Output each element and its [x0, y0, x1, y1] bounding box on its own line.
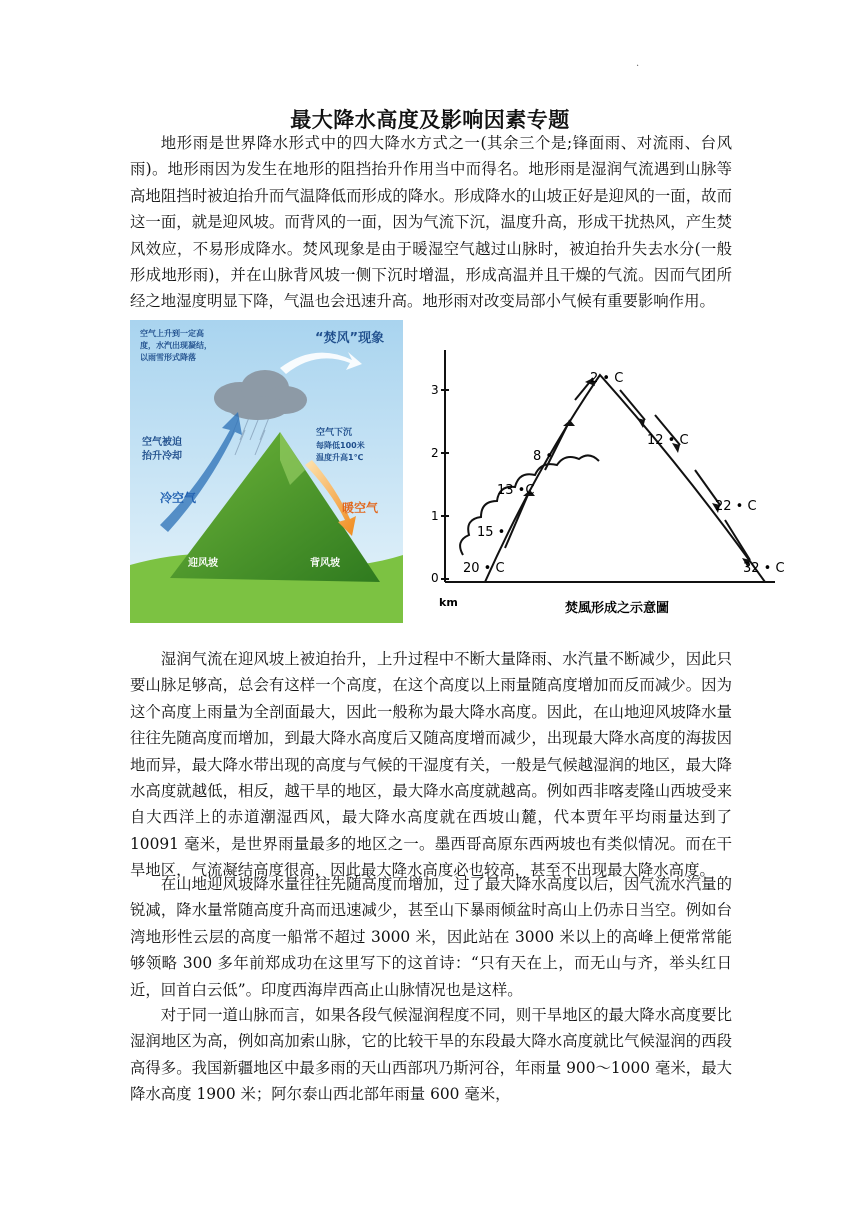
page-marker: .: [636, 58, 640, 69]
note-top-line3: 以雨雪形式降落: [140, 353, 196, 362]
note-left-line1: 空气被迫: [142, 437, 182, 448]
page-title: 最大降水高度及影响因素专题: [290, 108, 570, 132]
paragraph-same-mountain: 对于同一道山脉而言，如果各段气候湿润程度不同，则干旱地区的最大降水高度要比湿润地区为高，例如高加索山脉，它的比较干旱的东段最大降水高度就比气候湿润的西段高得多。我国新疆地区中最多雨的天山西部巩乃斯河谷，年雨量 900～1000 毫米，最大降水高度 1900 米；阿尔泰山西北部年雨量 600 毫米，: [130, 1006, 732, 1104]
note-top-line1: 空气上升到一定高: [140, 329, 204, 338]
temp-15: 15 •: [477, 525, 506, 540]
figure-left-title: “焚风”现象: [315, 331, 385, 346]
foehn-illustration: [130, 320, 403, 623]
temp-12: 12 • C: [647, 433, 689, 448]
temp-2: 2 • C: [590, 371, 624, 386]
paragraph-max-precipitation: 湿润气流在迎风坡上被迫抬升，上升过程中不断大量降雨、水汽量不断减少，因此只要山脉足够高，总会有这样一个高度，在这个高度以上雨量随高度增加而反而减少。因为这个高度上雨量为全剖面最大，因此一般称为最大降水高度。因此，在山地迎风坡降水量往往先随高度而增加，到最大降水高度后又随高度增而减少，出现最大降水高度的海拔因地而异，最大降水带出现的高度与气候的干湿度有关，一般是气候越湿润的地区，最大降水高度就越低，相反，越干旱的地区，最大降水高度就越高。例如西非喀麦隆山西坡受来自大西洋上的赤道潮湿西风，最大降水高度就在西坡山麓，代本贾年平均雨量达到了 10091 毫米，是世界雨量最多的地区之一。墨西哥高原东西两坡也有类似情况。而在干旱地区，气流凝结高度很高，因此最大降水高度必也较高，甚至不出现最大降水高度。: [130, 650, 732, 880]
leeward-arrow-4: [725, 520, 750, 560]
paragraph-intro: 地形雨是世界降水形式中的四大降水方式之一(其余三个是;锋面雨、对流雨、台风雨)。地形雨因为发生在地形的阻挡抬升作用当中而得名。地形雨是湿润气流遇到山脉等高地阻挡时被迫抬升而气温降低而形成的降水。形成降水的山坡正好是迎风的一面，故而这一面，就是迎风坡。而背风的一面，因为气流下沉，温度升高，形成干扰热风，产生焚风效应，不易形成降水。焚风现象是由于暖湿空气越过山脉时，被迫抬升失去水分(一般形成地形雨)，并在山脉背风坡一侧下沉时增温，形成高温并且干燥的气流。因而气团所经之地湿度明显下降，气温也会迅速升高。地形雨对改变局部小气候有重要影响作用。: [130, 134, 732, 311]
temp-20: 20 • C: [463, 561, 505, 576]
temp-22: 22 • C: [715, 499, 757, 514]
windward-arrow-1: [505, 490, 530, 548]
figure-right-caption: 焚風形成之示意圖: [565, 601, 670, 616]
leeward-arrow-1: [620, 390, 645, 420]
temp-32: 32 • C: [743, 561, 785, 576]
y-tick-2: 2: [431, 446, 439, 460]
y-tick-0: 0: [431, 571, 439, 585]
y-tick-1: 1: [431, 509, 439, 523]
paragraph-windward-slope: 在山地迎风坡降水量往往先随高度而增加，过了最大降水高度以后，因气流水汽量的锐减，降水量常随高度升高而迅速减少，甚至山下暴雨倾盆时高山上仍赤日当空。例如台湾地形性云层的高度一船常不超过 3000 米，因此站在 3000 米以上的高峰上便常常能够领略 300 多年前郑成功在这里写下的这首诗：“只有天在上，而无山与齐，举头红日近，回首白云低”。印度西海岸西高止山脉情况也是这样。: [130, 875, 732, 999]
cold-air-label: 冷空气: [160, 491, 197, 505]
foehn-diagram: [425, 320, 785, 623]
note-left-line2: 抬升冷却: [142, 451, 182, 462]
cloud-outline: [460, 455, 599, 555]
leeward-label: 背风坡: [310, 558, 340, 569]
note-right-line3: 温度升高1℃: [316, 453, 364, 462]
y-tick-3: 3: [431, 383, 439, 397]
temp-8: 8 •: [533, 449, 554, 464]
note-top-line2: 度，水汽出现凝结，: [140, 341, 212, 350]
note-right-line2: 每降低100米: [316, 441, 365, 450]
note-right-line1: 空气下沉: [316, 428, 353, 438]
y-unit: km: [439, 596, 458, 609]
windward-label: 迎风坡: [188, 558, 218, 569]
mountain-profile: [485, 375, 765, 582]
temp-13: 13 •C: [497, 483, 535, 498]
warm-air-label: 暖空气: [342, 501, 379, 515]
